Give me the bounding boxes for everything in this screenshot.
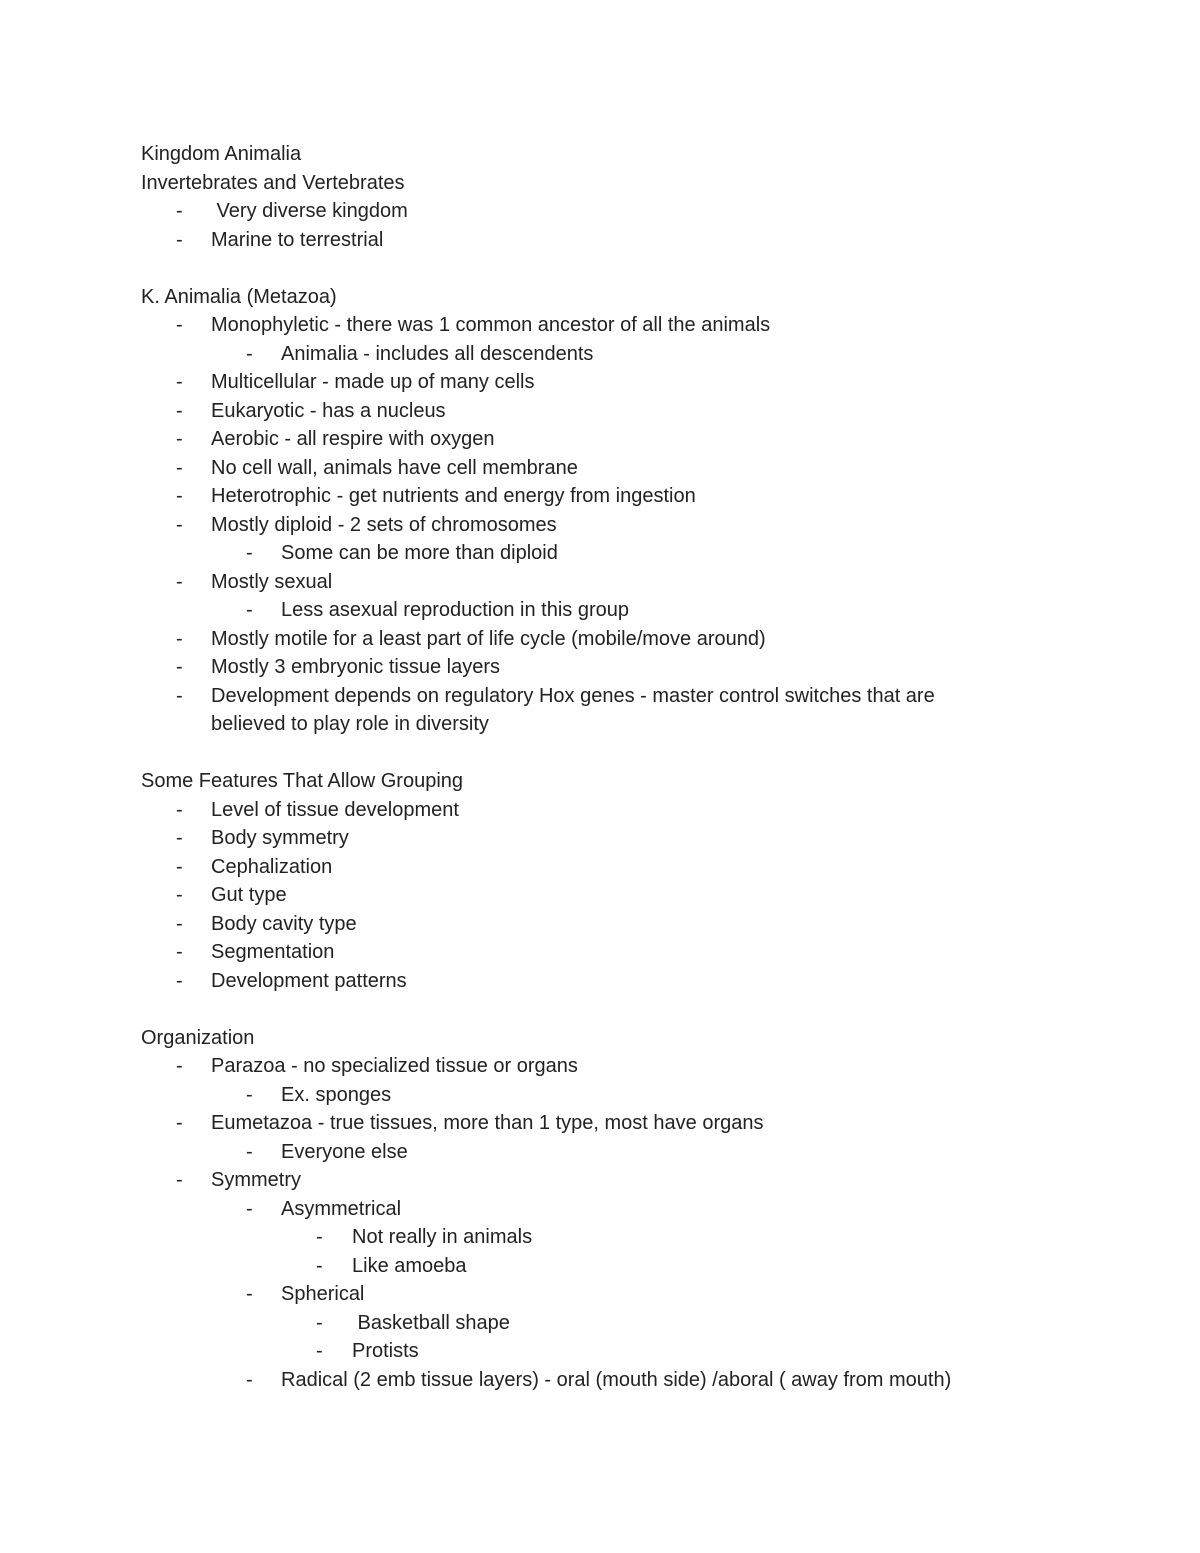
list-item-text: Mostly sexual xyxy=(211,570,333,593)
list-item-text: Mostly motile for a least part of life cycle (mobile/move around) xyxy=(211,627,766,650)
list-item xyxy=(0,853,1200,881)
list-item-text: Eukaryotic - has a nucleus xyxy=(211,399,446,422)
bullet-dash: - xyxy=(176,228,183,251)
bullet-dash: - xyxy=(176,798,183,821)
list-item-text: Development patterns xyxy=(211,969,407,992)
list-item-text: Gut type xyxy=(211,884,287,906)
list-item xyxy=(0,425,1200,453)
list-item-text: Protists xyxy=(352,1340,419,1362)
list-item-text: Less asexual reproduction in this group xyxy=(281,599,629,621)
section-heading-text: Some Features That Allow Grouping xyxy=(141,770,464,792)
list-item xyxy=(0,1309,1200,1337)
list-item xyxy=(0,824,1200,852)
list-item-text: Eumetazoa - true tissues, more than 1 type, most have organs xyxy=(211,1112,764,1134)
bullet-dash: - xyxy=(316,1226,323,1248)
bullet-dash: - xyxy=(176,855,183,878)
section-heading xyxy=(0,140,1200,168)
list-item xyxy=(0,1081,1200,1109)
bullet-dash: - xyxy=(246,542,253,564)
bullet-dash: - xyxy=(246,1283,253,1305)
bullet-dash: - xyxy=(246,1197,253,1220)
bullet-dash: - xyxy=(176,456,183,479)
list-item xyxy=(0,1195,1200,1223)
list-item xyxy=(0,1280,1200,1308)
list-item-text: Development depends on regulatory Hox genes - master control switches that are xyxy=(211,684,935,707)
list-item-text: Body symmetry xyxy=(211,827,349,849)
list-item-text: Not really in animals xyxy=(352,1226,533,1248)
list-item xyxy=(0,653,1200,681)
list-item-text: Monophyletic - there was 1 common ancestor of all the animals xyxy=(211,314,771,336)
list-item-text: No cell wall, animals have cell membrane xyxy=(211,456,578,479)
list-item xyxy=(0,197,1200,225)
section-heading-text: Kingdom Animalia xyxy=(141,143,302,165)
list-item xyxy=(0,340,1200,368)
list-item-text: Cephalization xyxy=(211,855,333,878)
bullet-dash: - xyxy=(176,884,183,906)
list-item-text: Some can be more than diploid xyxy=(281,542,558,564)
section-heading-text: K. Animalia (Metazoa) xyxy=(141,285,337,308)
list-item-text: Animalia - includes all descendents xyxy=(281,342,594,365)
bullet-dash: - xyxy=(316,1311,323,1334)
list-item xyxy=(0,1166,1200,1194)
list-item-text: Asymmetrical xyxy=(281,1197,402,1220)
list-item-text: Ex. sponges xyxy=(281,1083,392,1106)
section-heading xyxy=(0,767,1200,795)
list-item-text: Marine to terrestrial xyxy=(211,228,384,251)
list-item-text: Body cavity type xyxy=(211,912,357,935)
list-item xyxy=(0,397,1200,425)
bullet-dash: - xyxy=(246,1140,253,1163)
list-item xyxy=(0,311,1200,339)
bullet-dash: - xyxy=(246,1368,253,1391)
bullet-dash: - xyxy=(176,627,183,650)
list-item-continuation xyxy=(0,710,1200,738)
bullet-dash: - xyxy=(246,1083,253,1106)
bullet-dash: - xyxy=(246,599,253,621)
list-item-text: Segmentation xyxy=(211,941,335,963)
list-item xyxy=(0,796,1200,824)
list-item xyxy=(0,967,1200,995)
bullet-dash: - xyxy=(176,969,183,992)
list-item-text: Spherical xyxy=(281,1283,365,1305)
bullet-dash: - xyxy=(176,513,183,536)
list-item-text: Multicellular - made up of many cells xyxy=(211,371,535,393)
bullet-dash: - xyxy=(176,485,183,507)
bullet-dash: - xyxy=(176,684,183,707)
list-item-text: Mostly 3 embryonic tissue layers xyxy=(211,656,500,678)
bullet-dash: - xyxy=(176,827,183,849)
bullet-dash: - xyxy=(176,1112,183,1134)
list-item xyxy=(0,539,1200,567)
list-item xyxy=(0,1337,1200,1365)
list-item xyxy=(0,568,1200,596)
bullet-dash: - xyxy=(176,941,183,963)
list-item xyxy=(0,1366,1200,1394)
list-item xyxy=(0,482,1200,510)
list-item xyxy=(0,368,1200,396)
list-item-text: Aerobic - all respire with oxygen xyxy=(211,428,495,450)
bullet-dash: - xyxy=(176,656,183,678)
list-item xyxy=(0,226,1200,254)
bullet-dash: - xyxy=(176,428,183,450)
list-item-text: Like amoeba xyxy=(352,1254,467,1277)
list-item-text: Symmetry xyxy=(211,1169,301,1191)
bullet-dash: - xyxy=(176,1055,183,1077)
list-item-text: Very diverse kingdom xyxy=(211,200,408,222)
bullet-dash: - xyxy=(176,200,183,222)
bullet-dash: - xyxy=(316,1254,323,1277)
list-item-text: Level of tissue development xyxy=(211,798,459,821)
bullet-dash: - xyxy=(176,912,183,935)
list-item xyxy=(0,625,1200,653)
list-item xyxy=(0,454,1200,482)
section-subheading xyxy=(0,169,1200,197)
list-item-text: Everyone else xyxy=(281,1140,408,1163)
section-heading xyxy=(0,1024,1200,1052)
list-item xyxy=(0,1223,1200,1251)
bullet-dash: - xyxy=(176,570,183,593)
list-item-text: Basketball shape xyxy=(352,1311,510,1334)
bullet-dash: - xyxy=(246,342,253,365)
list-item xyxy=(0,682,1200,710)
bullet-dash: - xyxy=(176,399,183,422)
list-item xyxy=(0,938,1200,966)
section-heading xyxy=(0,283,1200,311)
list-item-text: Radical (2 emb tissue layers) - oral (mouth side) /aboral ( away from mouth) xyxy=(281,1368,952,1391)
section-heading-text: Organization xyxy=(141,1026,255,1049)
list-item-continuation-text: believed to play role in diversity xyxy=(211,713,489,735)
list-item-text: Mostly diploid - 2 sets of chromosomes xyxy=(211,513,557,536)
section-subheading-text: Invertebrates and Vertebrates xyxy=(141,171,405,194)
bullet-dash: - xyxy=(176,1169,183,1191)
list-item xyxy=(0,1252,1200,1280)
bullet-dash: - xyxy=(316,1340,323,1362)
list-item-text: Parazoa - no specialized tissue or organs xyxy=(211,1055,578,1077)
list-item-text: Heterotrophic - get nutrients and energy from ingestion xyxy=(211,485,696,507)
list-item xyxy=(0,881,1200,909)
list-item xyxy=(0,1109,1200,1137)
list-item xyxy=(0,1052,1200,1080)
list-item xyxy=(0,910,1200,938)
list-item xyxy=(0,511,1200,539)
list-item xyxy=(0,1138,1200,1166)
list-item xyxy=(0,596,1200,624)
bullet-dash: - xyxy=(176,314,183,336)
bullet-dash: - xyxy=(176,371,183,393)
